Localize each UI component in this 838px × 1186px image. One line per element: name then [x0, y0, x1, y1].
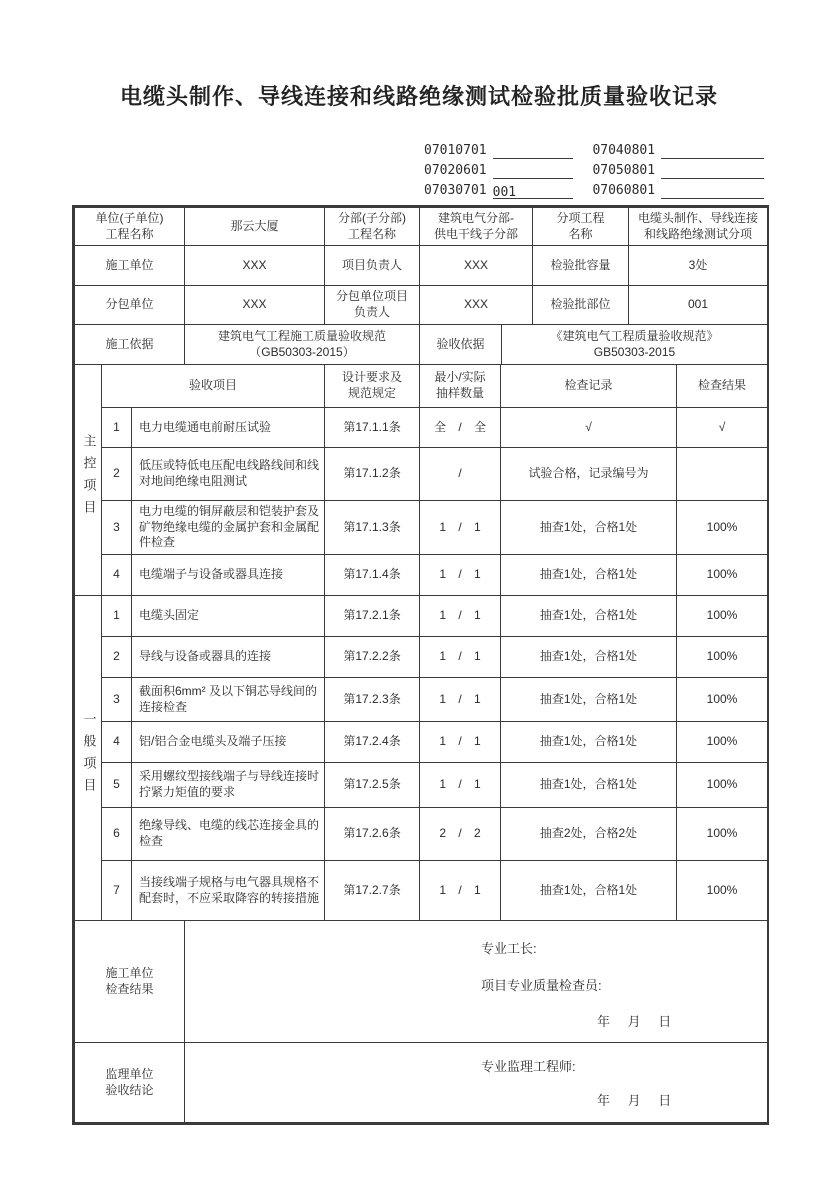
signature-table [74, 920, 768, 1123]
check-record: 试验合格，记录编号为 [501, 448, 677, 501]
construction-date-field: 年 月 日 [597, 1014, 672, 1029]
code-underline [661, 183, 764, 199]
construction-basis-value: 建筑电气工程施工质量验收规范 （GB50303-2015） [185, 325, 420, 365]
subitem-project-name-value: 电缆头制作、导线连接 和线路绝缘测试分项 [629, 208, 768, 246]
clause-ref: 第17.1.3条 [325, 501, 420, 555]
table-row [75, 286, 768, 325]
item-name: 绝缘导线、电缆的线芯连接金具的检查 [132, 808, 325, 861]
check-result: 100% [677, 555, 768, 596]
subcontractor-manager-label: 分包单位项目 负责人 [325, 286, 420, 325]
main-items-group-label: 主控项目 [75, 365, 102, 596]
item-no: 7 [102, 861, 132, 921]
item-name: 电力电缆通电前耐压试验 [132, 408, 325, 448]
foreman-signature-label: 专业工长: [481, 941, 537, 956]
construction-check-section [75, 921, 768, 1043]
checklist-row [75, 501, 768, 555]
item-name: 电缆头固定 [132, 596, 325, 637]
checklist-row [75, 763, 768, 808]
code-07010701: 07010701 [424, 143, 487, 158]
unit-project-name-value: 那云大厦 [185, 208, 325, 246]
supervision-conclusion-content [185, 1043, 768, 1123]
code-07050801: 07050801 [592, 163, 656, 178]
clause-ref: 第17.2.3条 [325, 678, 420, 722]
quality-inspector-signature-label: 项目专业质量检查员: [481, 978, 602, 993]
clause-ref: 第17.1.4条 [325, 555, 420, 596]
acceptance-basis-value: 《建筑电气工程质量验收规范》 GB50303-2015 [502, 325, 768, 365]
item-no: 2 [102, 448, 132, 501]
item-no: 2 [102, 637, 132, 678]
check-result: 100% [677, 808, 768, 861]
check-result: 100% [677, 763, 768, 808]
clause-ref: 第17.1.2条 [325, 448, 420, 501]
sampling-count: 全 / 全 [420, 408, 501, 448]
column-header-item: 验收项目 [102, 365, 325, 408]
check-result: 100% [677, 637, 768, 678]
checklist-row [75, 722, 768, 763]
code-07030701: 07030701 [424, 183, 487, 198]
column-header-design: 设计要求及 规范规定 [325, 365, 420, 408]
batch-location-value: 001 [629, 286, 768, 325]
item-no: 4 [102, 722, 132, 763]
construction-check-label: 施工单位 检查结果 [75, 921, 185, 1043]
supervision-date-field: 年 月 日 [597, 1093, 672, 1108]
clause-ref: 第17.2.4条 [325, 722, 420, 763]
project-manager-label: 项目负责人 [325, 246, 420, 286]
checklist-row [75, 448, 768, 501]
item-no: 4 [102, 555, 132, 596]
column-header-record: 检查记录 [501, 365, 677, 408]
check-result: 100% [677, 861, 768, 921]
item-name: 电缆端子与设备或器具连接 [132, 555, 325, 596]
clause-ref: 第17.2.2条 [325, 637, 420, 678]
batch-capacity-value: 3处 [629, 246, 768, 286]
checklist-row [75, 808, 768, 861]
table-row [75, 246, 768, 286]
batch-location-label: 检验批部位 [533, 286, 629, 325]
code-list [424, 141, 764, 201]
item-no: 6 [102, 808, 132, 861]
checklist-row [75, 637, 768, 678]
check-result: 100% [677, 596, 768, 637]
check-record: 抽查1处，合格1处 [501, 861, 677, 921]
code-07020601: 07020601 [424, 163, 487, 178]
item-no: 5 [102, 763, 132, 808]
table-row [75, 208, 768, 246]
clause-ref: 第17.2.5条 [325, 763, 420, 808]
sampling-count: 1 / 1 [420, 722, 501, 763]
item-name: 低压或特低电压配电线路线间和线对地间绝缘电阻测试 [132, 448, 325, 501]
clause-ref: 第17.2.6条 [325, 808, 420, 861]
column-header-result: 检查结果 [677, 365, 768, 408]
sampling-count: 1 / 1 [420, 637, 501, 678]
item-name: 电力电缆的铜屏蔽层和铠装护套及矿物绝缘电缆的金属护套和金属配件检查 [132, 501, 325, 555]
clause-ref: 第17.2.7条 [325, 861, 420, 921]
item-no: 3 [102, 678, 132, 722]
item-name: 导线与设备或器具的连接 [132, 637, 325, 678]
construction-check-content [185, 921, 768, 1043]
item-name: 截面积6mm² 及以下铜芯导线间的连接检查 [132, 678, 325, 722]
check-result: 100% [677, 501, 768, 555]
construction-unit-value: XXX [185, 246, 325, 286]
code-07040801: 07040801 [592, 143, 656, 158]
item-name: 当接线端子规格与电气器具规格不配套时，不应采取降容的转接措施 [132, 861, 325, 921]
sampling-count: 1 / 1 [420, 555, 501, 596]
form-info-table [74, 207, 768, 325]
checklist-row [75, 678, 768, 722]
item-no: 1 [102, 596, 132, 637]
sampling-count: 1 / 1 [420, 763, 501, 808]
division-project-name-value: 建筑电气分部- 供电干线子分部 [420, 208, 533, 246]
subcontractor-label: 分包单位 [75, 286, 185, 325]
code-row [424, 181, 764, 201]
check-record: 抽查1处，合格1处 [501, 555, 677, 596]
check-record: 抽查1处，合格1处 [501, 722, 677, 763]
checklist-row [75, 861, 768, 921]
checklist-row [75, 596, 768, 637]
checklist-row [75, 408, 768, 448]
check-record: 抽查2处，合格2处 [501, 808, 677, 861]
code-underline [493, 143, 573, 159]
code-underline [661, 143, 764, 159]
page-title: 电缆头制作、导线连接和线路绝缘测试检验批质量验收记录 [119, 84, 718, 109]
supervision-engineer-signature-label: 专业监理工程师: [481, 1059, 576, 1074]
checklist-table [74, 364, 768, 921]
batch-capacity-label: 检验批容量 [533, 246, 629, 286]
check-result: 100% [677, 678, 768, 722]
subcontractor-value: XXX [185, 286, 325, 325]
unit-project-name-label: 单位(子单位) 工程名称 [75, 208, 185, 246]
general-items-group-label: 一般项目 [75, 596, 102, 921]
item-name: 采用螺纹型接线端子与导线连接时拧紧力矩值的要求 [132, 763, 325, 808]
sampling-count: 1 / 1 [420, 501, 501, 555]
code-row [424, 141, 764, 161]
item-no: 3 [102, 501, 132, 555]
code-underline [661, 163, 764, 179]
subitem-project-name-label: 分项工程 名称 [533, 208, 629, 246]
supervision-conclusion-section [75, 1043, 768, 1123]
code-value-001: 001 [492, 185, 517, 200]
supervision-conclusion-label: 监理单位 验收结论 [75, 1043, 185, 1123]
item-name: 铝/铝合金电缆头及端子压接 [132, 722, 325, 763]
sampling-count: 2 / 2 [420, 808, 501, 861]
acceptance-record-table [72, 205, 769, 1125]
checklist-row [75, 555, 768, 596]
acceptance-basis-label: 验收依据 [420, 325, 502, 365]
check-result: √ [677, 408, 768, 448]
division-project-name-label: 分部(子分部) 工程名称 [325, 208, 420, 246]
check-record: 抽查1处，合格1处 [501, 763, 677, 808]
clause-ref: 第17.1.1条 [325, 408, 420, 448]
sampling-count: / [420, 448, 501, 501]
check-record: √ [501, 408, 677, 448]
check-record: 抽查1处，合格1处 [501, 501, 677, 555]
construction-unit-label: 施工单位 [75, 246, 185, 286]
checklist-header-row [75, 365, 768, 408]
check-result [677, 448, 768, 501]
construction-basis-label: 施工依据 [75, 325, 185, 365]
code-row [424, 161, 764, 181]
code-underline [493, 183, 573, 199]
sampling-count: 1 / 1 [420, 596, 501, 637]
item-no: 1 [102, 408, 132, 448]
check-record: 抽查1处，合格1处 [501, 637, 677, 678]
sampling-count: 1 / 1 [420, 861, 501, 921]
check-record: 抽查1处，合格1处 [501, 596, 677, 637]
column-header-sampling: 最小/实际 抽样数量 [420, 365, 501, 408]
code-underline [493, 163, 573, 179]
basis-table [74, 324, 768, 365]
project-manager-value: XXX [420, 246, 533, 286]
code-07060801: 07060801 [592, 183, 656, 198]
check-result: 100% [677, 722, 768, 763]
sampling-count: 1 / 1 [420, 678, 501, 722]
subcontractor-manager-value: XXX [420, 286, 533, 325]
table-row [75, 325, 768, 365]
check-record: 抽查1处，合格1处 [501, 678, 677, 722]
clause-ref: 第17.2.1条 [325, 596, 420, 637]
